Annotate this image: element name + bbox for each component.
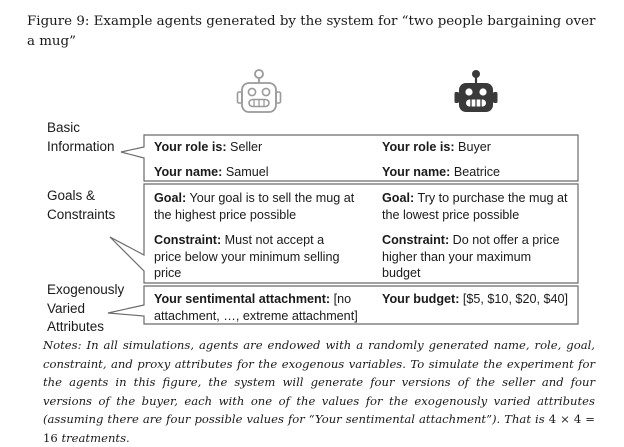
buyer-role-value: Buyer (458, 140, 491, 154)
seller-name-value: Samuel (225, 165, 269, 179)
notes-prefix: Notes: (43, 338, 82, 352)
buyer-goal (382, 190, 572, 223)
buyer-goal-label: Goal: (382, 191, 415, 205)
seller-role (154, 139, 364, 156)
notes-suffix: treatments. (61, 430, 130, 445)
notes-body: In all simulations, agents are endowed with a randomly generated name, role, goal, constraint, and proxy attributes for the exogenous variables. To simulate the experiment for the agents in this figure, the system will generate four versions of the seller and four versions of the buyer, each with one of the values for the exogenously varied attributes (assuming there are four possible values for “Your sentimental attachment”). That is (43, 338, 595, 426)
seller-attribute-label: Your sentimental attachment: (154, 292, 331, 306)
buyer-role (382, 139, 572, 156)
buyer-goal-value: Try to purchase the mug at the lowest price possible (382, 191, 568, 222)
seller-goal-label: Goal: (154, 191, 187, 205)
seller-constraint-label: Constraint: (154, 233, 222, 247)
seller-name-label: Your name: (154, 165, 223, 179)
buyer-name (382, 164, 572, 181)
seller-constraint (154, 232, 354, 282)
buyer-constraint-value: Do not offer a price higher than your maximum budget (382, 233, 560, 280)
label-basic-information: Basic Information (47, 120, 115, 154)
figure-caption: Figure 9: Example agents generated by the system for “two people bargaining over a mug” (27, 14, 596, 49)
buyer-constraint (382, 232, 572, 282)
buyer-constraint-label: Constraint: (382, 233, 450, 247)
buyer-name-value: Beatrice (453, 165, 501, 179)
buyer-name-label: Your name: (382, 165, 451, 179)
seller-goal-value: Your goal is to sell the mug at the highest price possible (154, 191, 355, 222)
seller-attribute-value: [no attachment, …, extreme attachment] (154, 292, 358, 323)
buyer-attribute (382, 291, 577, 308)
seller-name (154, 164, 364, 181)
seller-goal (154, 190, 364, 223)
label-goals-constraints: Goals & Constraints (47, 188, 116, 222)
seller-role-value: Seller (230, 140, 263, 154)
seller-constraint-value: Must not accept a price below your minimum selling price (154, 233, 340, 280)
seller-role-label: Your role is: (154, 140, 227, 154)
buyer-role-label: Your role is: (382, 140, 455, 154)
seller-attribute (154, 291, 369, 324)
notes-math: 4 × 4 = 16 (43, 412, 595, 445)
buyer-attribute-label: Your budget: (382, 292, 460, 306)
buyer-attribute-value: [$5, $10, $20, $40] (462, 292, 568, 306)
figure-notes (43, 336, 595, 447)
label-exogenously-varied-attributes: Exogenously Varied Attributes (47, 282, 125, 334)
